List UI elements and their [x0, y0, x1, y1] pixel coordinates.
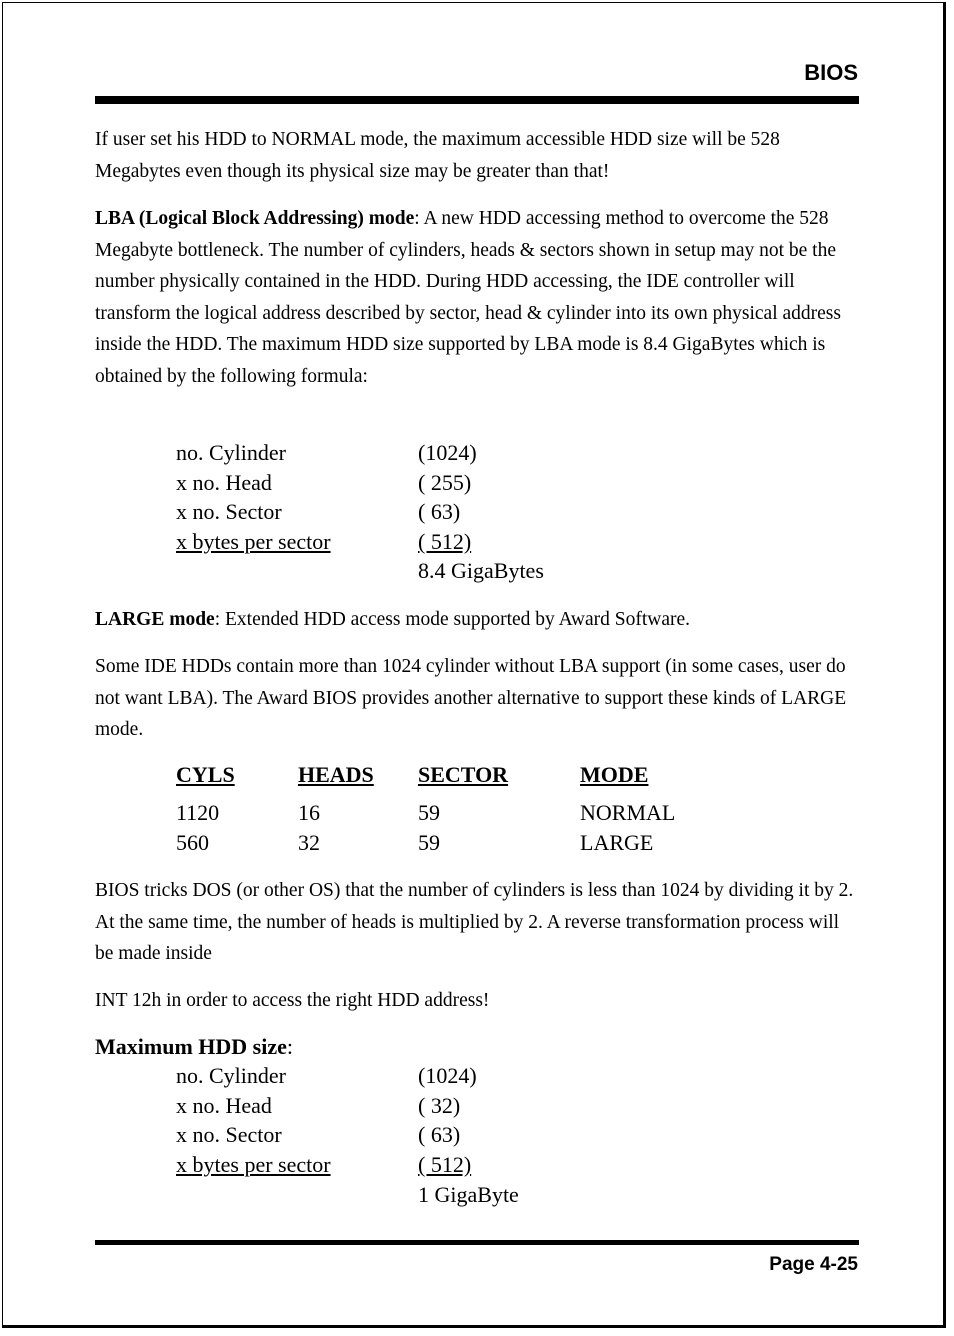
large-description: : Extended HDD access mode supported by Award Software. — [214, 609, 691, 630]
paragraph-lba-mode — [95, 203, 859, 392]
lba-description: : A new HDD accessing method to overcome the 528 Megabyte bottleneck. The number of cylinders, heads & sectors shown in setup may not be the number physically contained in the HDD. During HDD accessing, the IDE controller will transform the logical address described by sector, head & cylinder into its own physical address inside the HDD. The maximum HDD size supported by LBA mode is 8.4 GigaBytes which is obtained by the following formula: — [95, 208, 841, 387]
formula1-label: x no. Sector — [176, 499, 282, 524]
table-cell: 1120 — [176, 800, 220, 825]
table-cell: 59 — [418, 830, 440, 855]
table-header-heads: HEADS — [298, 762, 374, 787]
formula2-result: 1 GigaByte — [418, 1182, 519, 1207]
table-row — [176, 798, 736, 828]
table-row — [176, 828, 736, 858]
paragraph-normal-mode: If user set his HDD to NORMAL mode, the maximum accessible HDD size will be 528 Megabytes even though its physical size may be greater than that! — [95, 129, 780, 182]
formula2-label: x no. Head — [176, 1093, 272, 1118]
header-rule — [95, 96, 859, 104]
formula1-value: ( 255) — [418, 470, 472, 495]
formula1-label: x no. Head — [176, 470, 272, 495]
formula1-result: 8.4 GigaBytes — [418, 558, 544, 583]
formula2-value: ( 63) — [418, 1122, 461, 1147]
footer-rule — [95, 1240, 859, 1245]
formula1-value: ( 512) — [418, 529, 472, 554]
table-cell: 32 — [298, 830, 320, 855]
formula1-label: x bytes per sector — [176, 529, 331, 554]
max-hdd-size-heading: Maximum HDD size: — [95, 1034, 293, 1059]
paragraph-bios-tricks: BIOS tricks DOS (or other OS) that the number of cylinders is less than 1024 by dividing it by 2. At the same time, the number of heads is multiplied by 2. A reverse transformation process will be made inside — [95, 880, 854, 964]
table-cell: LARGE — [580, 830, 654, 855]
table-cell: 560 — [176, 830, 209, 855]
table-cell: 16 — [298, 800, 320, 825]
table-header-row — [176, 760, 736, 790]
formula1-label: no. Cylinder — [176, 440, 286, 465]
max-hdd-size-term: Maximum HDD size — [95, 1034, 287, 1059]
page-number: Page 4-25 — [769, 1254, 858, 1275]
formula2-value: (1024) — [418, 1063, 477, 1088]
table-header-mode: MODE — [580, 762, 649, 787]
formula2-label: x bytes per sector — [176, 1152, 331, 1177]
lba-term: LBA (Logical Block Addressing) mode — [95, 208, 415, 229]
paragraph-large-explanation: Some IDE HDDs contain more than 1024 cylinder without LBA support (in some cases, user do not want LBA). The Award BIOS provides another alternative to support these kinds of LARGE mode. — [95, 656, 847, 740]
table-cell: NORMAL — [580, 800, 676, 825]
formula2-label: x no. Sector — [176, 1122, 282, 1147]
table-header-sector: SECTOR — [418, 762, 509, 787]
formula2-value: ( 512) — [418, 1152, 472, 1177]
formula2-label: no. Cylinder — [176, 1063, 286, 1088]
formula1-value: ( 63) — [418, 499, 461, 524]
paragraph-large-mode — [95, 604, 859, 636]
section-title: BIOS — [804, 60, 858, 85]
formula1-value: (1024) — [418, 440, 477, 465]
large-term: LARGE mode — [95, 609, 215, 630]
table-cell: 59 — [418, 800, 440, 825]
formula2-value: ( 32) — [418, 1093, 461, 1118]
table-header-cyls: CYLS — [176, 762, 235, 787]
paragraph-int12h: INT 12h in order to access the right HDD address! — [95, 990, 490, 1011]
